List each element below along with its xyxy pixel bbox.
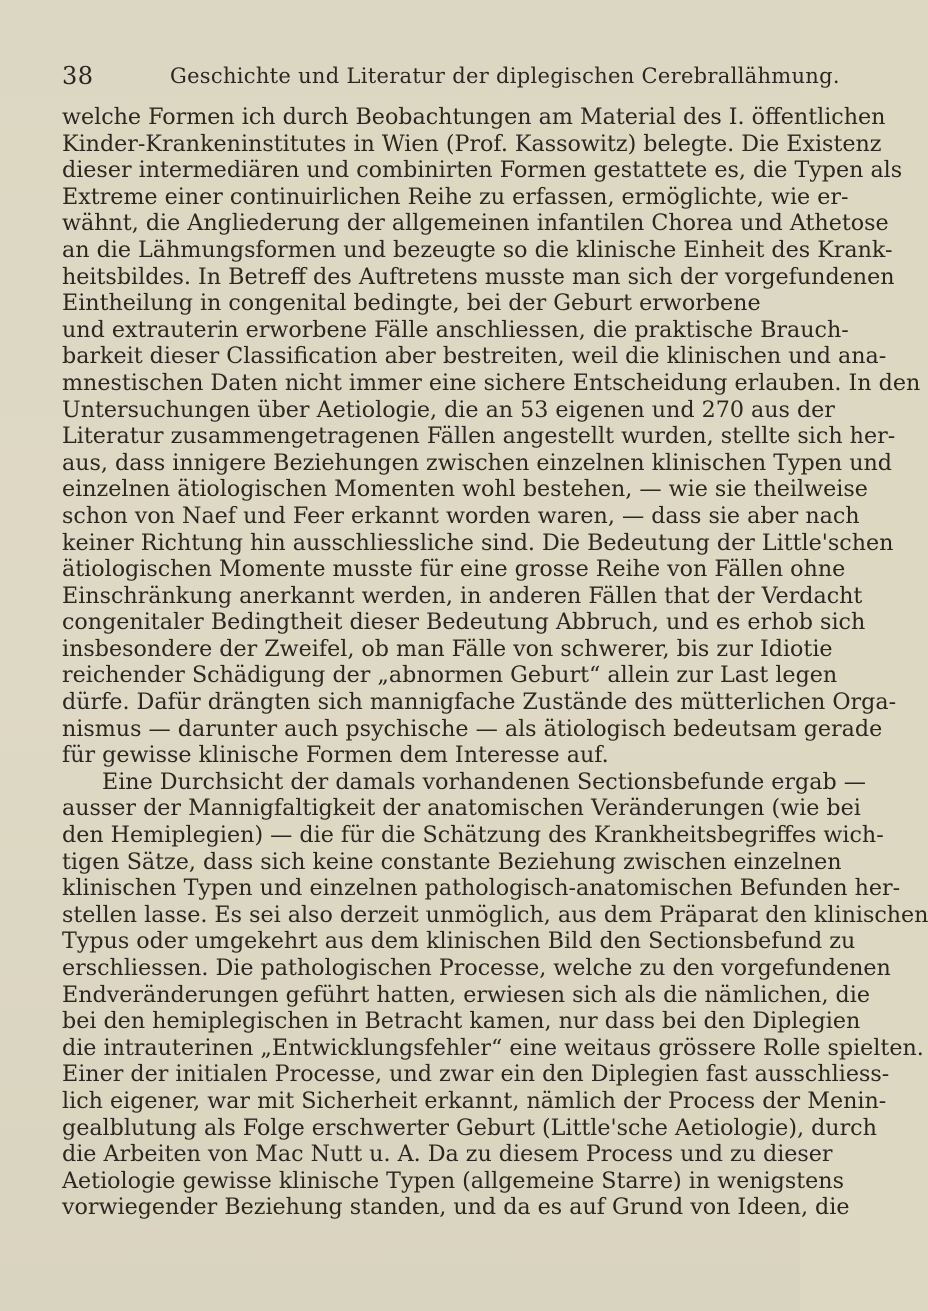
text-line: lich eigener, war mit Sicherheit erkannt, nämlich der Process der Menin- [62,1087,887,1114]
text-line: Endveränderungen geführt hatten, erwiesen sich als die nämlichen, die [62,981,870,1008]
running-title: Geschichte und Literatur der diplegischen Cerebrallähmung. [170,64,840,88]
text-line: Aetiologie gewisse klinische Typen (allgemeine Starre) in wenigstens [62,1167,844,1194]
text-line: dieser intermediären und combinirten Formen gestattete es, die Typen als [62,157,903,184]
text-line: welche Formen ich durch Beobachtungen am Material des I. öffentlichen [62,104,886,130]
text-line: einzelnen ätiologischen Momenten wohl bestehen, — wie sie theilweise [62,476,868,503]
paragraph-start-line: Eine Durchsicht der damals vorhandenen Sectionsbefunde ergab — [102,768,866,795]
text-line: ausser der Mannigfaltigkeit der anatomischen Veränderungen (wie bei [62,795,861,822]
text-line: und extrauterin erworbene Fälle anschliessen, die praktische Brauch- [62,316,849,343]
text-line: Einschränkung anerkannt werden, in anderen Fällen that der Verdacht [62,582,863,609]
text-line: tigen Sätze, dass sich keine constante Beziehung zwischen einzelnen [62,848,842,875]
page-header [62,62,840,92]
text-line: stellen lasse. Es sei also derzeit unmöglich, aus dem Präparat den klinischen [62,901,928,928]
text-line: an die Lähmungsformen und bezeugte so die klinische Einheit des Krank- [62,236,893,263]
text-line: schon von Naef und Feer erkannt worden waren, — dass sie aber nach [62,502,860,529]
text-line: Eintheilung in congenital bedingte, bei der Geburt erworbene [62,290,761,317]
body-text [62,104,928,1221]
text-line: Extreme einer continuirlichen Reihe zu erfassen, ermöglichte, wie er- [62,183,849,210]
page-number: 38 [62,62,94,90]
text-line: reichender Schädigung der „abnormen Geburt“ allein zur Last legen [62,662,838,689]
text-line: mnestischen Daten nicht immer eine sichere Entscheidung erlauben. In den [62,369,921,396]
text-line: keiner Richtung hin ausschliessliche sind. Die Bedeutung der Little'schen [62,529,894,556]
text-line: Einer der initialen Processe, und zwar ein den Diplegien fast ausschliess- [62,1061,890,1088]
text-line: wähnt, die Angliederung der allgemeinen infantilen Chorea und Athetose [62,210,889,237]
text-line: Kinder-Krankeninstitutes in Wien (Prof. Kassowitz) belegte. Die Existenz [62,130,882,157]
text-line: gealblutung als Folge erschwerter Geburt (Little'sche Aetiologie), durch [62,1114,877,1141]
text-line: vorwiegender Beziehung standen, und da es auf Grund von Ideen, die [62,1194,850,1221]
text-line: aus, dass innigere Beziehungen zwischen einzelnen klinischen Typen und [62,449,892,476]
text-line: Literatur zusammengetragenen Fällen angestellt wurden, stellte sich her- [62,423,896,450]
text-line: congenitaler Bedingtheit dieser Bedeutung Abbruch, und es erhob sich [62,609,866,636]
text-line: barkeit dieser Classification aber bestreiten, weil die klinischen und ana- [62,343,887,370]
text-line: Typus oder umgekehrt aus dem klinischen Bild den Sectionsbefund zu [62,928,856,955]
text-line: die intrauterinen „Entwicklungsfehler“ eine weitaus grössere Rolle spielten. [62,1034,924,1061]
text-line: ätiologischen Momente musste für eine grosse Reihe von Fällen ohne [62,556,846,583]
text-line: die Arbeiten von Mac Nutt u. A. Da zu diesem Process und zu dieser [62,1141,833,1168]
text-line: bei den hemiplegischen in Betracht kamen, nur dass bei den Diplegien [62,1008,861,1035]
text-line: insbesondere der Zweifel, ob man Fälle von schwerer, bis zur Idiotie [62,635,833,662]
text-line: Untersuchungen über Aetiologie, die an 53 eigenen und 270 aus der [62,396,835,423]
text-line: klinischen Typen und einzelnen pathologisch-anatomischen Befunden her- [62,875,901,902]
text-line: nismus — darunter auch psychische — als ätiologisch bedeutsam gerade [62,715,883,742]
text-line: erschliessen. Die pathologischen Processe, welche zu den vorgefundenen [62,955,891,981]
text-line: dürfe. Dafür drängten sich mannigfache Zustände des mütterlichen Orga- [62,689,897,716]
paragraph-end-line: für gewisse klinische Formen dem Interesse auf. [62,742,609,769]
text-line: heitsbildes. In Betreff des Auftretens musste man sich der vorgefundenen [62,263,895,290]
text-line: den Hemiplegien) — die für die Schätzung des Krankheitsbegriffes wich- [62,822,884,849]
